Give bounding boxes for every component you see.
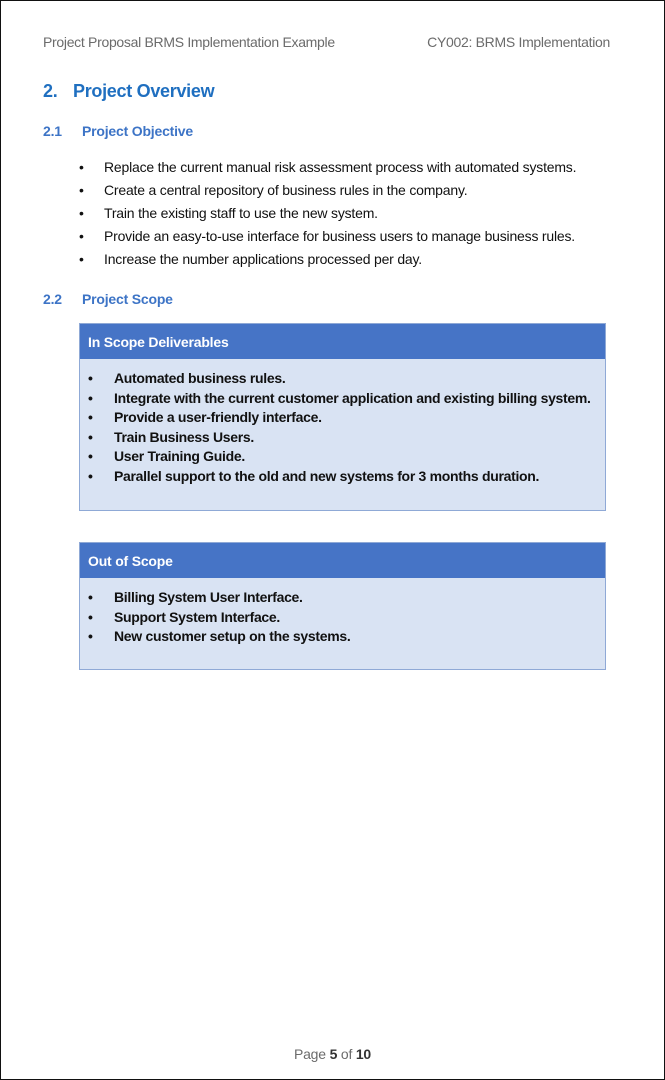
out-scope-title: Out of Scope (80, 543, 605, 578)
list-item: • Provide a user-friendly interface. (88, 408, 605, 428)
out-scope-list (80, 578, 605, 647)
list-item: • Automated business rules. (88, 369, 605, 389)
page-footer (1, 1046, 664, 1062)
page-of-label: of (340, 1046, 353, 1062)
bullet-icon: • (88, 628, 93, 645)
bullet-icon: • (79, 251, 84, 267)
bullet-icon: • (88, 589, 93, 605)
list-item: • New customer setup on the systems. (88, 627, 605, 647)
section-number: 2. (43, 81, 58, 101)
section-title: Project Overview (73, 81, 215, 101)
list-item: • User Training Guide. (88, 447, 605, 467)
page-header (43, 34, 610, 50)
scope-title: Project Scope (82, 291, 173, 307)
bullet-icon: • (79, 182, 84, 198)
list-item: • Provide an easy-to-use interface for business users to manage business rules. (79, 227, 576, 250)
in-scope-list (80, 359, 605, 487)
bullet-icon: • (88, 370, 93, 386)
list-item: • Increase the number applications processed per day. (79, 250, 576, 273)
page-current: 5 (329, 1046, 338, 1062)
list-item: • Integrate with the current customer application and existing billing system. (88, 389, 605, 409)
bullet-icon: • (79, 159, 84, 175)
list-item: • Parallel support to the old and new systems for 3 months duration. (88, 467, 605, 487)
objective-list (79, 158, 576, 273)
bullet-icon: • (88, 448, 93, 465)
objective-title: Project Objective (82, 123, 193, 139)
list-item: • Train the existing staff to use the new system. (79, 204, 576, 227)
scope-number: 2.2 (43, 291, 62, 307)
bullet-icon: • (88, 389, 93, 406)
bullet-icon: • (79, 228, 84, 244)
out-scope-box (79, 542, 606, 670)
in-scope-box (79, 323, 606, 511)
header-left: Project Proposal BRMS Implementation Example (43, 34, 335, 50)
list-item: • Support System Interface. (88, 608, 605, 628)
bullet-icon: • (88, 467, 93, 484)
in-scope-title: In Scope Deliverables (80, 324, 605, 359)
bullet-icon: • (88, 409, 93, 426)
bullet-icon: • (79, 205, 84, 221)
scope-heading (43, 291, 173, 307)
page-total: 10 (355, 1046, 372, 1062)
header-right: CY002: BRMS Implementation (427, 34, 610, 50)
objective-heading (43, 123, 193, 139)
list-item: • Billing System User Interface. (88, 588, 605, 608)
page-label: Page (293, 1046, 326, 1062)
list-item: • Train Business Users. (88, 428, 605, 448)
bullet-icon: • (88, 428, 93, 445)
list-item: • Replace the current manual risk assessment process with automated systems. (79, 158, 576, 181)
section-heading (43, 81, 214, 102)
objective-number: 2.1 (43, 123, 62, 139)
bullet-icon: • (88, 608, 93, 625)
list-item: • Create a central repository of business rules in the company. (79, 181, 576, 204)
